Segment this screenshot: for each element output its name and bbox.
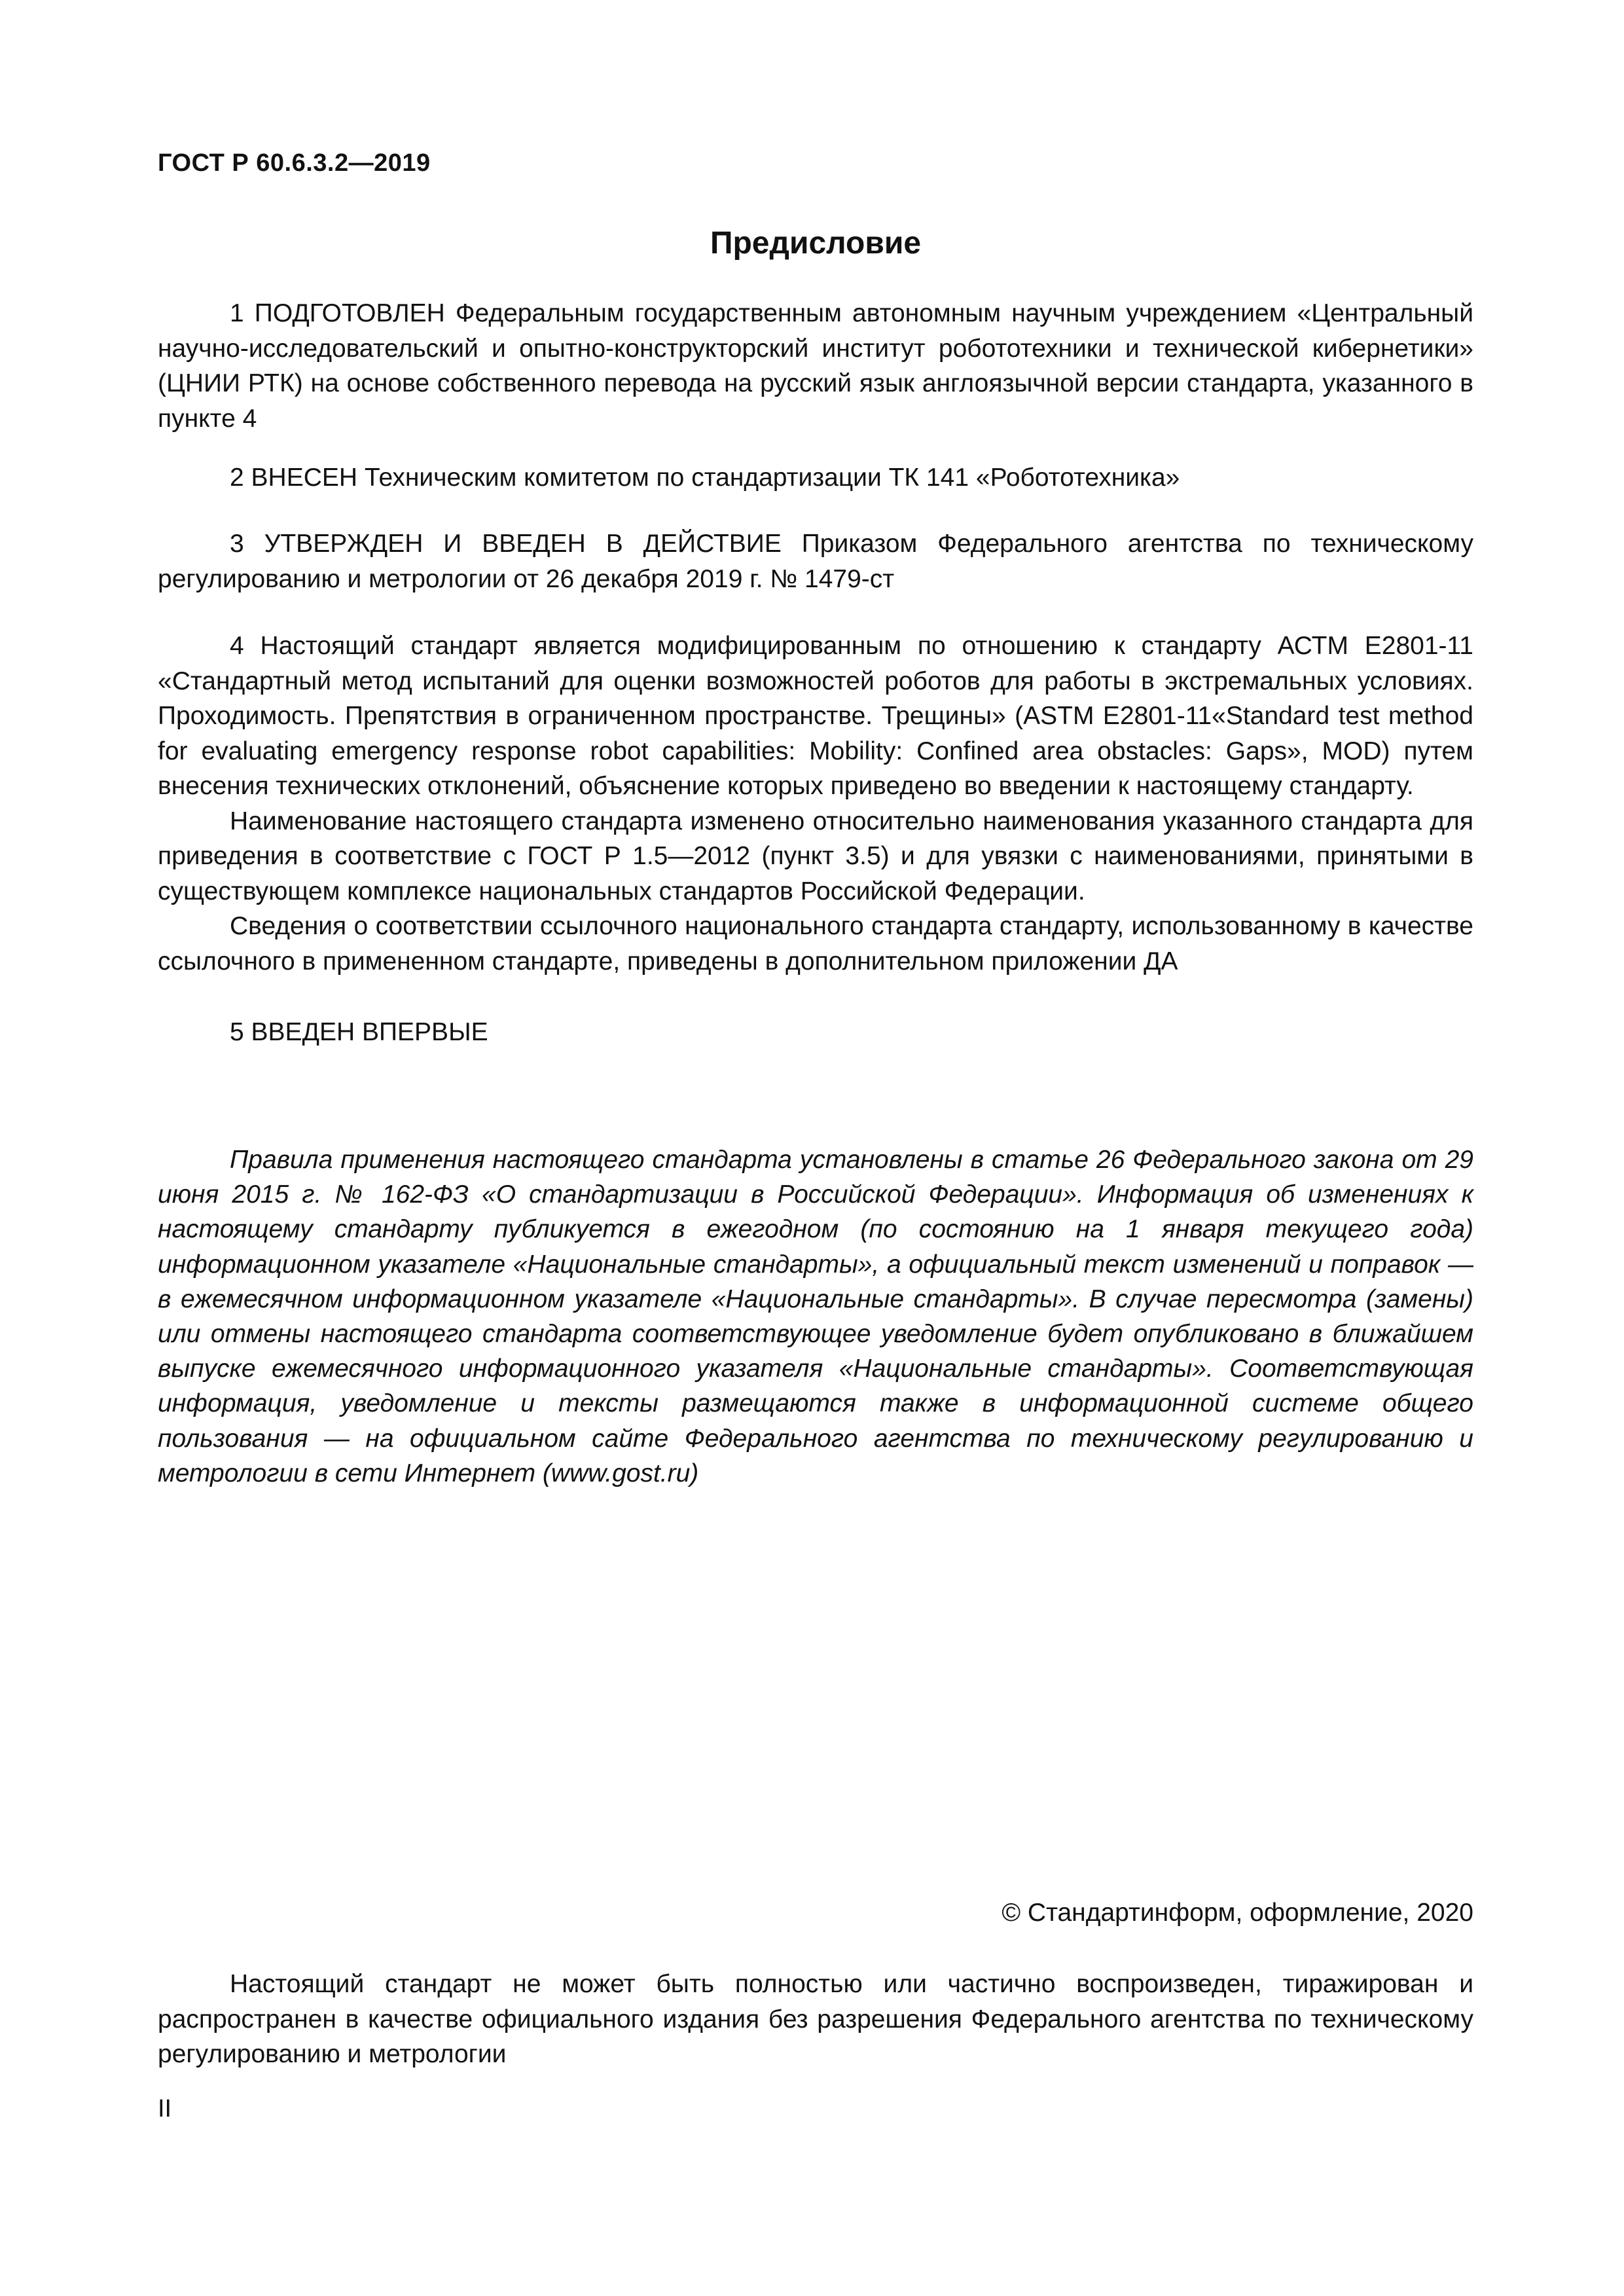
foreword-paragraph: 4 Настоящий стандарт является модифицированным по отношению к стандарту АСТМ Е2801-11 «Стандартный метод испытаний для оценки возможностей роботов для работы в экстремальных условиях. Проходимость. Препятствия в ограниченном пространстве. Трещины» (ASTM E2801-11«Standard test method for evaluating emergency response robot capabilities: Mobility: Confined area obstacles: Gaps», MOD) путем внесения технических отклонений, объяснение которых приведено во введении к настоящему стандарту.: [158, 632, 1473, 800]
foreword-item-5: [158, 1015, 1473, 1050]
page-number: II: [158, 2095, 172, 2123]
foreword-item-4: [158, 629, 1473, 979]
document-code: ГОСТ Р 60.6.3.2—2019: [158, 149, 431, 177]
copyright-line: © Стандартинформ, оформление, 2020: [1001, 1899, 1473, 1927]
foreword-item-3: [158, 526, 1473, 596]
legal-notice-text: Правила применения настоящего стандарта установлены в статье 26 Федерального закона от 29 июня 2015 г. № 162-ФЗ «О стандартизации в Российской Федерации». Информация об изменениях к настоящему стандарту публикуется в ежегодном (по состоянию на 1 января текущего года) информационном указателе «Национальные стандарты», а официальный текст изменений и поправок — в ежемесячном информационном указателе «Национальные стандарты». В случае пересмотра (замены) или отмены настоящего стандарта соответствующее уведомление будет опубликовано в ближайшем выпуске ежемесячного информационного указателя «Национальные стандарты». Соответствующая информация, уведомление и тексты размещаются также в информационной системе общего пользования — на официальном сайте Федерального агентства по техническому регулированию и метрологии в сети Интернет (www.gost.ru): [158, 1146, 1473, 1487]
foreword-paragraph: 3 УТВЕРЖДЕН И ВВЕДЕН В ДЕЙСТВИЕ Приказом Федерального агентства по техническому регулированию и метрологии от 26 декабря 2019 г. № 1479-ст: [158, 530, 1473, 593]
foreword-paragraph: 1 ПОДГОТОВЛЕН Федеральным государственным автономным научным учреждением «Центральный научно-исследовательский и опытно-конструкторский институт робототехники и технической кибернетики» (ЦНИИ РТК) на основе собственного перевода на русский язык англоязычной версии стандарта, указанного в пункте 4: [158, 299, 1473, 433]
legal-notice: [158, 1142, 1473, 1491]
page-title: Предисловие: [710, 226, 922, 261]
reproduction-notice-text: Настоящий стандарт не может быть полностью или частично воспроизведен, тиражирован и распространен в качестве официального издания без разрешения Федерального агентства по техническому регулированию и метрологии: [158, 1970, 1473, 2068]
foreword-paragraph: Наименование настоящего стандарта изменено относительно наименования указанного стандарта для приведения в соответствие с ГОСТ Р 1.5—2012 (пункт 3.5) и для увязки с наименованиями, принятыми в существующем комплексе национальных стандартов Российской Федерации.: [158, 807, 1473, 905]
foreword-paragraph: 2 ВНЕСЕН Техническим комитетом по стандартизации ТК 141 «Робототехника»: [230, 464, 1180, 492]
foreword-paragraph: 5 ВВЕДЕН ВПЕРВЫЕ: [230, 1018, 488, 1046]
foreword-item-1: [158, 296, 1473, 436]
foreword-item-2: [158, 460, 1473, 496]
foreword-paragraph: Сведения о соответствии ссылочного национального стандарта стандарту, использованному в качестве ссылочного в примененном стандарте, приведены в дополнительном приложении ДА: [158, 912, 1473, 975]
reproduction-notice: [158, 1967, 1473, 2072]
